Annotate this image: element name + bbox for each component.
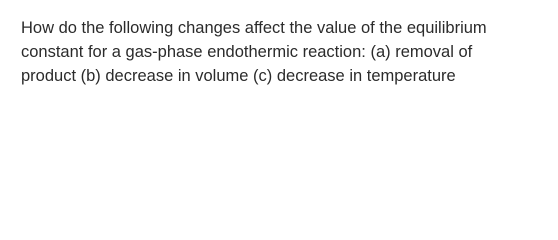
question-text: [21, 16, 541, 88]
question-line-3: product (b) decrease in volume (c) decrease in temperature: [21, 67, 456, 85]
question-line-1: How do the following changes affect the value of the equilibrium: [21, 19, 487, 37]
question-line-2: constant for a gas-phase endothermic reaction: (a) removal of: [21, 43, 473, 61]
